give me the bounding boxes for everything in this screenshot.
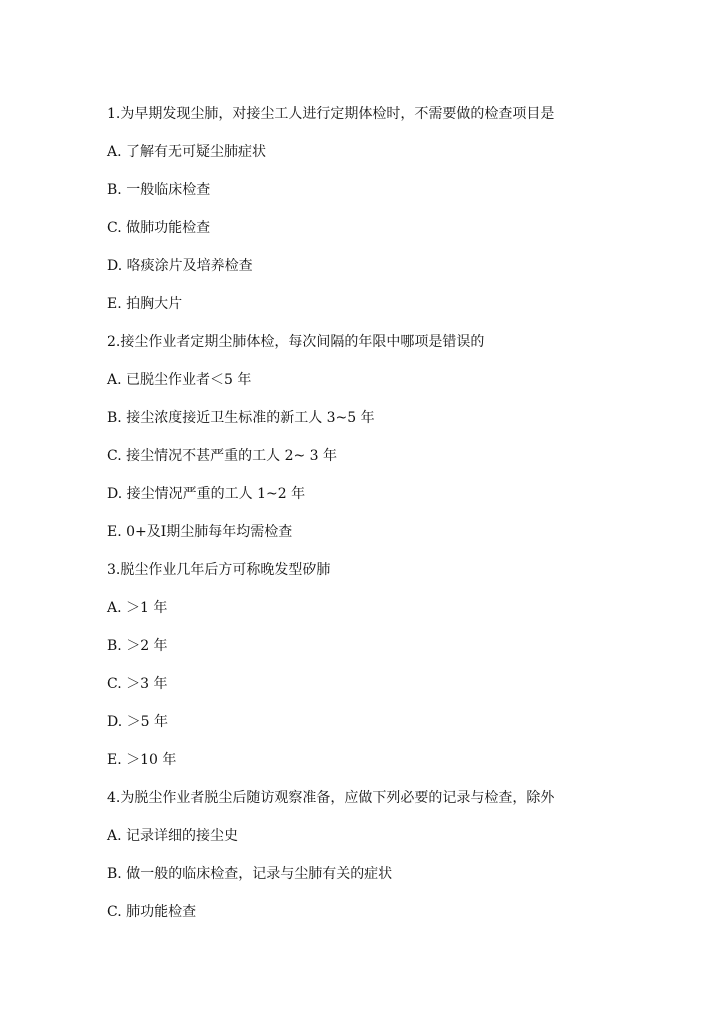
question-2-option-e: E. 0+及Ⅰ期尘肺每年均需检查 — [107, 524, 293, 540]
question-1-option-a: A. 了解有无可疑尘肺症状 — [107, 144, 267, 160]
question-3-option-a: A. ＞1 年 — [107, 600, 168, 616]
question-3-option-b: B. ＞2 年 — [107, 638, 168, 654]
question-3-option-e: E. ＞10 年 — [107, 752, 177, 768]
question-1-option-b: B. 一般临床检查 — [107, 182, 211, 198]
question-4-option-a: A. 记录详细的接尘史 — [107, 828, 239, 844]
question-3-option-c: C. ＞3 年 — [107, 676, 168, 692]
question-2-option-b: B. 接尘浓度接近卫生标准的新工人 3~5 年 — [107, 410, 375, 426]
question-1-option-d: D. 咯痰涂片及培养检查 — [107, 258, 253, 274]
question-3-option-d: D. ＞5 年 — [107, 714, 168, 730]
question-2-stem: 2.接尘作业者定期尘肺体检，每次间隔的年限中哪项是错误的 — [107, 334, 485, 350]
question-4-option-c: C. 肺功能检查 — [107, 904, 197, 920]
question-2-option-d: D. 接尘情况严重的工人 1~2 年 — [107, 486, 306, 502]
question-1-option-c: C. 做肺功能检查 — [107, 220, 211, 236]
question-1-stem: 1.为早期发现尘肺，对接尘工人进行定期体检时，不需要做的检查项目是 — [107, 106, 555, 122]
question-3-stem: 3.脱尘作业几年后方可称晚发型矽肺 — [107, 562, 331, 578]
question-4-stem: 4.为脱尘作业者脱尘后随访观察准备，应做下列必要的记录与检查，除外 — [107, 790, 555, 806]
question-2-option-a: A. 已脱尘作业者＜5 年 — [107, 372, 252, 388]
question-4-option-b: B. 做一般的临床检查，记录与尘肺有关的症状 — [107, 866, 393, 882]
question-2-option-c: C. 接尘情况不甚严重的工人 2~ 3 年 — [107, 448, 338, 464]
question-1-option-e: E. 拍胸大片 — [107, 296, 183, 312]
